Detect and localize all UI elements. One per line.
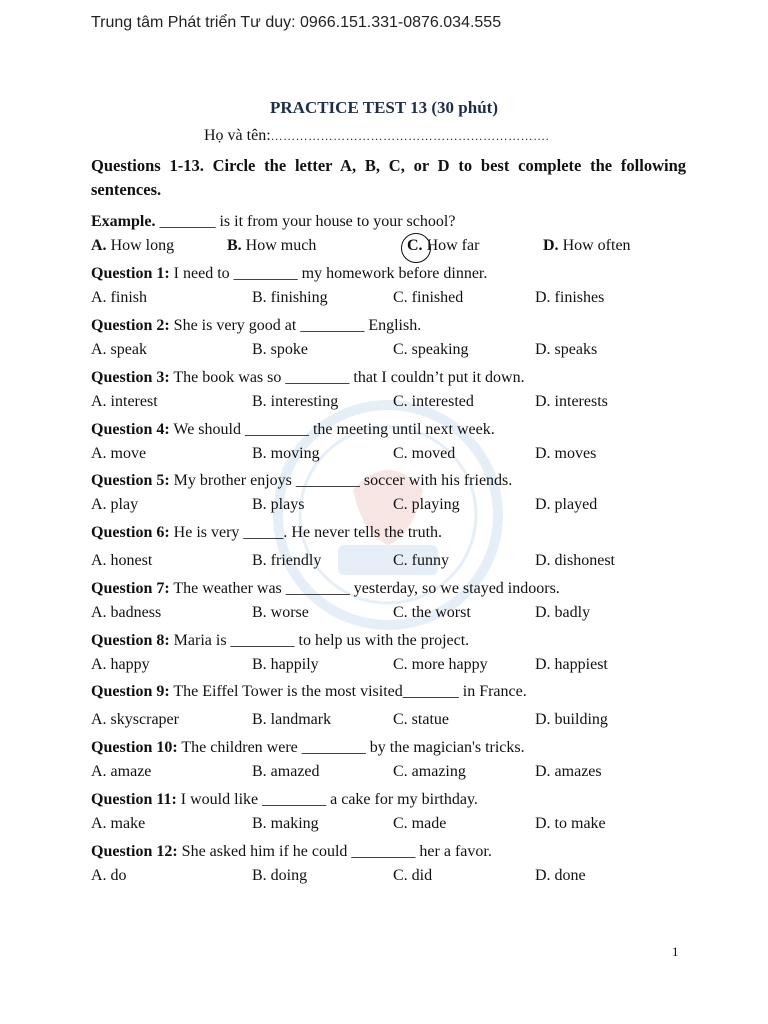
- question-5: Question 5: My brother enjoys ________ soccer with his friends.: [91, 472, 513, 489]
- option-c[interactable]: C. more happy: [393, 656, 488, 673]
- example-question: [91, 213, 455, 231]
- question-2: Question 2: She is very good at ________ English.: [91, 317, 422, 334]
- name-field-dots: ………………………………………………………….: [270, 129, 550, 143]
- header-contact: Trung tâm Phát triển Tư duy: 0966.151.331-0876.034.555: [91, 14, 502, 31]
- option-d[interactable]: D. finishes: [535, 289, 605, 306]
- option-b[interactable]: B. happily: [252, 656, 319, 673]
- option-b[interactable]: B. worse: [252, 604, 309, 621]
- question-12-options: [91, 867, 691, 889]
- option-c[interactable]: C. finished: [393, 289, 464, 306]
- page-number: 1: [672, 944, 679, 959]
- example-text: _______ is it from your house to your school?: [155, 213, 456, 230]
- option-a[interactable]: A. skyscraper: [91, 711, 179, 728]
- question-2-options: [91, 341, 691, 363]
- question-7: Question 7: The weather was ________ yesterday, so we stayed indoors.: [91, 580, 560, 597]
- answer-circle-mark: [401, 233, 431, 263]
- example-option-b[interactable]: B. How much: [227, 237, 317, 254]
- option-c[interactable]: C. moved: [393, 445, 456, 462]
- page-title: PRACTICE TEST 13 (30 phút): [270, 98, 498, 117]
- option-d[interactable]: D. speaks: [535, 341, 598, 358]
- option-c[interactable]: C. interested: [393, 393, 474, 410]
- option-b[interactable]: B. amazed: [252, 763, 320, 780]
- option-b[interactable]: B. making: [252, 815, 319, 832]
- option-d[interactable]: D. to make: [535, 815, 606, 832]
- option-d[interactable]: D. amazes: [535, 763, 602, 780]
- question-1-options: [91, 289, 691, 311]
- option-b[interactable]: B. friendly: [252, 552, 322, 569]
- option-d[interactable]: D. dishonest: [535, 552, 615, 569]
- question-1: Question 1: I need to ________ my homework before dinner.: [91, 265, 488, 282]
- option-a[interactable]: A. do: [91, 867, 127, 884]
- option-c[interactable]: C. amazing: [393, 763, 466, 780]
- option-c[interactable]: C. made: [393, 815, 447, 832]
- option-a[interactable]: A. play: [91, 496, 139, 513]
- name-field-label: Họ và tên:: [204, 127, 271, 144]
- option-b[interactable]: B. moving: [252, 445, 320, 462]
- option-a[interactable]: A. happy: [91, 656, 150, 673]
- name-field: [204, 127, 549, 145]
- question-6-options: [91, 552, 691, 574]
- question-9-options: [91, 711, 691, 733]
- option-c[interactable]: C. playing: [393, 496, 460, 513]
- option-c[interactable]: C. statue: [393, 711, 449, 728]
- option-b[interactable]: B. landmark: [252, 711, 332, 728]
- option-d[interactable]: D. interests: [535, 393, 608, 410]
- option-d[interactable]: D. building: [535, 711, 608, 728]
- question-3-options: [91, 393, 691, 415]
- instructions: Questions 1-13. Circle the letter A, B, C, or D to best complete the following sentences.: [91, 156, 686, 199]
- option-a[interactable]: A. speak: [91, 341, 147, 358]
- question-9: Question 9: The Eiffel Tower is the most visited_______ in France.: [91, 683, 527, 700]
- option-b[interactable]: B. doing: [252, 867, 308, 884]
- option-c[interactable]: C. did: [393, 867, 433, 884]
- option-d[interactable]: D. played: [535, 496, 598, 513]
- question-11: Question 11: I would like ________ a cake for my birthday.: [91, 791, 478, 808]
- question-7-options: [91, 604, 691, 626]
- option-a[interactable]: A. honest: [91, 552, 153, 569]
- question-12: Question 12: She asked him if he could ________ her a favor.: [91, 843, 492, 860]
- question-8-options: [91, 656, 691, 678]
- question-8: Question 8: Maria is ________ to help us with the project.: [91, 632, 470, 649]
- example-option-c[interactable]: C. How far: [407, 237, 480, 254]
- option-b[interactable]: B. plays: [252, 496, 305, 513]
- question-11-options: [91, 815, 691, 837]
- option-a[interactable]: A. move: [91, 445, 147, 462]
- option-c[interactable]: C. funny: [393, 552, 449, 569]
- option-b[interactable]: B. finishing: [252, 289, 328, 306]
- example-label: Example.: [91, 213, 156, 230]
- question-4-options: [91, 445, 691, 467]
- example-option-a[interactable]: A. How long: [91, 237, 175, 254]
- option-c[interactable]: C. speaking: [393, 341, 469, 358]
- option-b[interactable]: B. spoke: [252, 341, 308, 358]
- option-a[interactable]: A. badness: [91, 604, 162, 621]
- option-d[interactable]: D. done: [535, 867, 586, 884]
- question-10: Question 10: The children were ________ by the magician's tricks.: [91, 739, 525, 756]
- option-d[interactable]: D. badly: [535, 604, 591, 621]
- question-4: Question 4: We should ________ the meeting until next week.: [91, 421, 495, 438]
- question-6: Question 6: He is very _____. He never tells the truth.: [91, 524, 443, 541]
- option-c[interactable]: C. the worst: [393, 604, 471, 621]
- option-d[interactable]: D. happiest: [535, 656, 608, 673]
- option-a[interactable]: A. amaze: [91, 763, 152, 780]
- question-10-options: [91, 763, 691, 785]
- question-5-options: [91, 496, 691, 518]
- option-b[interactable]: B. interesting: [252, 393, 339, 410]
- option-d[interactable]: D. moves: [535, 445, 597, 462]
- example-options: [91, 237, 691, 259]
- option-a[interactable]: A. interest: [91, 393, 158, 410]
- example-option-d[interactable]: D. How often: [543, 237, 631, 254]
- question-3: Question 3: The book was so ________ that I couldn’t put it down.: [91, 369, 525, 386]
- option-a[interactable]: A. make: [91, 815, 146, 832]
- option-a[interactable]: A. finish: [91, 289, 147, 306]
